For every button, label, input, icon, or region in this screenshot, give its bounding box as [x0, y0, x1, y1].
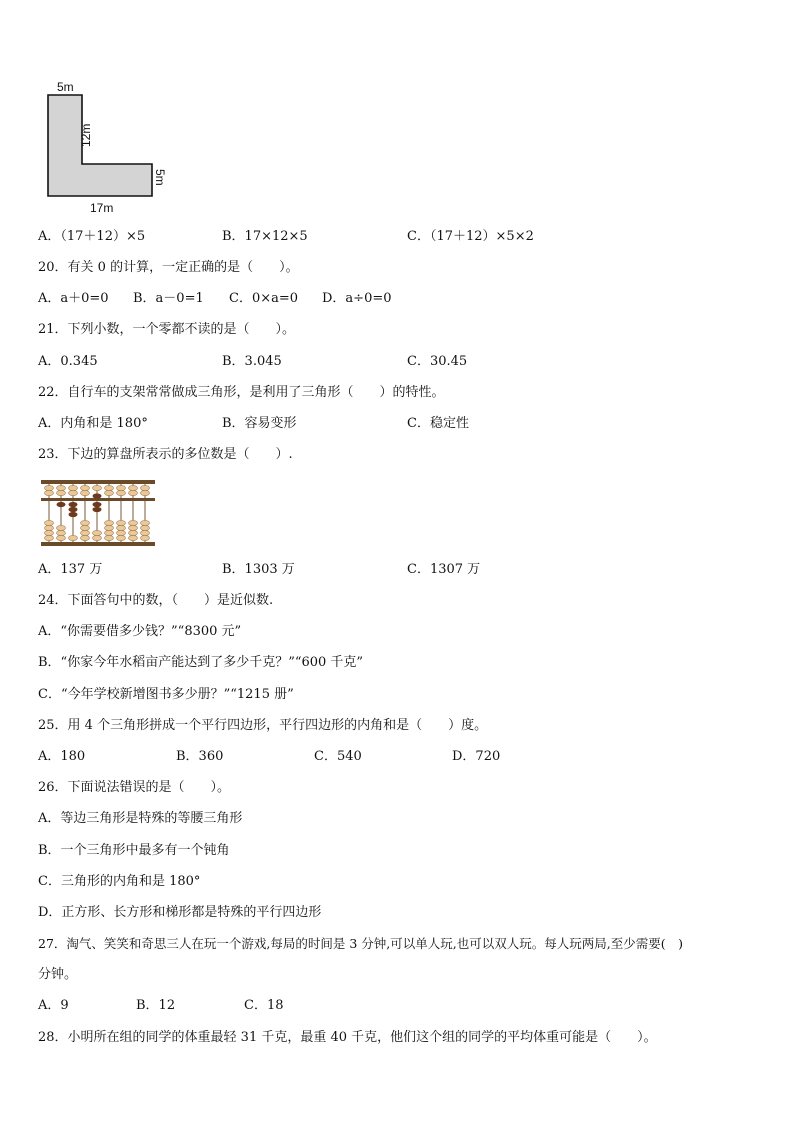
abacus-bottom-frame [41, 542, 155, 546]
side-dimension-label: 12m [79, 123, 93, 147]
l-shape-figure [40, 76, 180, 218]
q25-option-a[interactable]: A．180 [38, 749, 86, 764]
abacus-figure [40, 478, 156, 548]
q23-stem: 23．下边的算盘所表示的多位数是（ ）. [38, 447, 293, 462]
q27-stem-line1: 27．淘气、笑笑和奇思三人在玩一个游戏,每局的时间是 3 分钟,可以单人玩,也可以双人玩。每人玩两局,至少需要( ) [38, 936, 683, 951]
q24-stem: 24．下面答句中的数，（ ）是近似数. [38, 593, 274, 608]
q25-option-d[interactable]: D．720 [452, 749, 501, 764]
abacus-top-frame [41, 480, 155, 484]
q24-option-b[interactable]: B．“你家今年水稻亩产能达到了多少千克？”“600 千克” [38, 655, 364, 670]
q24-option-c[interactable]: C．“今年学校新增图书多少册？”“1215 册” [38, 687, 294, 702]
q27-option-a[interactable]: A．9 [38, 998, 69, 1013]
q23-option-a[interactable]: A．137 万 [38, 562, 103, 577]
q22-stem: 22．自行车的支架常常做成三角形，是利用了三角形（ ）的特性。 [38, 385, 445, 400]
q25-option-c[interactable]: C．540 [314, 749, 362, 764]
right-dimension-label: 5m [153, 169, 167, 186]
q26-option-a[interactable]: A．等边三角形是特殊的等腰三角形 [38, 811, 243, 826]
q21-option-a[interactable]: A．0.345 [38, 354, 98, 369]
q21-option-b[interactable]: B．3.045 [222, 354, 282, 369]
q22-option-b[interactable]: B．容易变形 [222, 416, 297, 431]
q23-option-c[interactable]: C．1307 万 [407, 562, 481, 577]
q20-option-c[interactable]: C．0×a=0 [229, 291, 299, 306]
q21-stem: 21．下列小数，一个零都不读的是（ ）。 [38, 322, 296, 337]
q26-option-b[interactable]: B．一个三角形中最多有一个钝角 [38, 843, 230, 858]
q26-option-c[interactable]: C．三角形的内角和是 180° [38, 874, 201, 889]
q25-stem: 25．用 4 个三角形拼成一个平行四边形，平行四边形的内角和是（ ）度。 [38, 718, 488, 733]
q22-option-a[interactable]: A．内角和是 180° [38, 416, 148, 431]
q28-stem: 28．小明所在组的同学的体重最轻 31 千克，最重 40 千克，他们这个组的同学的平均体重可能是（ ）。 [38, 1030, 657, 1045]
q21-option-c[interactable]: C．30.45 [407, 354, 468, 369]
q20-stem: 20．有关 0 的计算，一定正确的是（ ）。 [38, 260, 299, 275]
abacus-upper-bead-active [93, 493, 102, 498]
q25-option-b[interactable]: B．360 [176, 749, 224, 764]
q23-option-b[interactable]: B．1303 万 [222, 562, 295, 577]
l-shape [48, 95, 152, 196]
q24-option-a[interactable]: A．“你需要借多少钱？”“8300 元” [38, 624, 242, 639]
q27-option-c[interactable]: C．18 [244, 998, 284, 1013]
q27-option-b[interactable]: B．12 [136, 998, 176, 1013]
q27-stem-line2: 分钟。 [38, 967, 78, 982]
abacus-lower-beads-active [57, 502, 102, 517]
q19-option-a[interactable]: A．（17＋12）×5 [38, 229, 146, 244]
q26-stem: 26．下面说法错误的是（ ）。 [38, 780, 231, 795]
q20-option-d[interactable]: D．a÷0=0 [322, 291, 392, 306]
q19-option-c[interactable]: C．（17＋12）×5×2 [407, 229, 534, 244]
q22-option-c[interactable]: C．稳定性 [407, 416, 469, 431]
q19-option-b[interactable]: B．17×12×5 [222, 229, 308, 244]
q26-option-d[interactable]: D．正方形、长方形和梯形都是特殊的平行四边形 [38, 905, 322, 920]
q20-option-b[interactable]: B．a－0=1 [133, 291, 204, 306]
top-dimension-label: 5m [57, 80, 74, 94]
q20-option-a[interactable]: A．a＋0=0 [38, 291, 109, 306]
bottom-dimension-label: 17m [90, 201, 114, 215]
